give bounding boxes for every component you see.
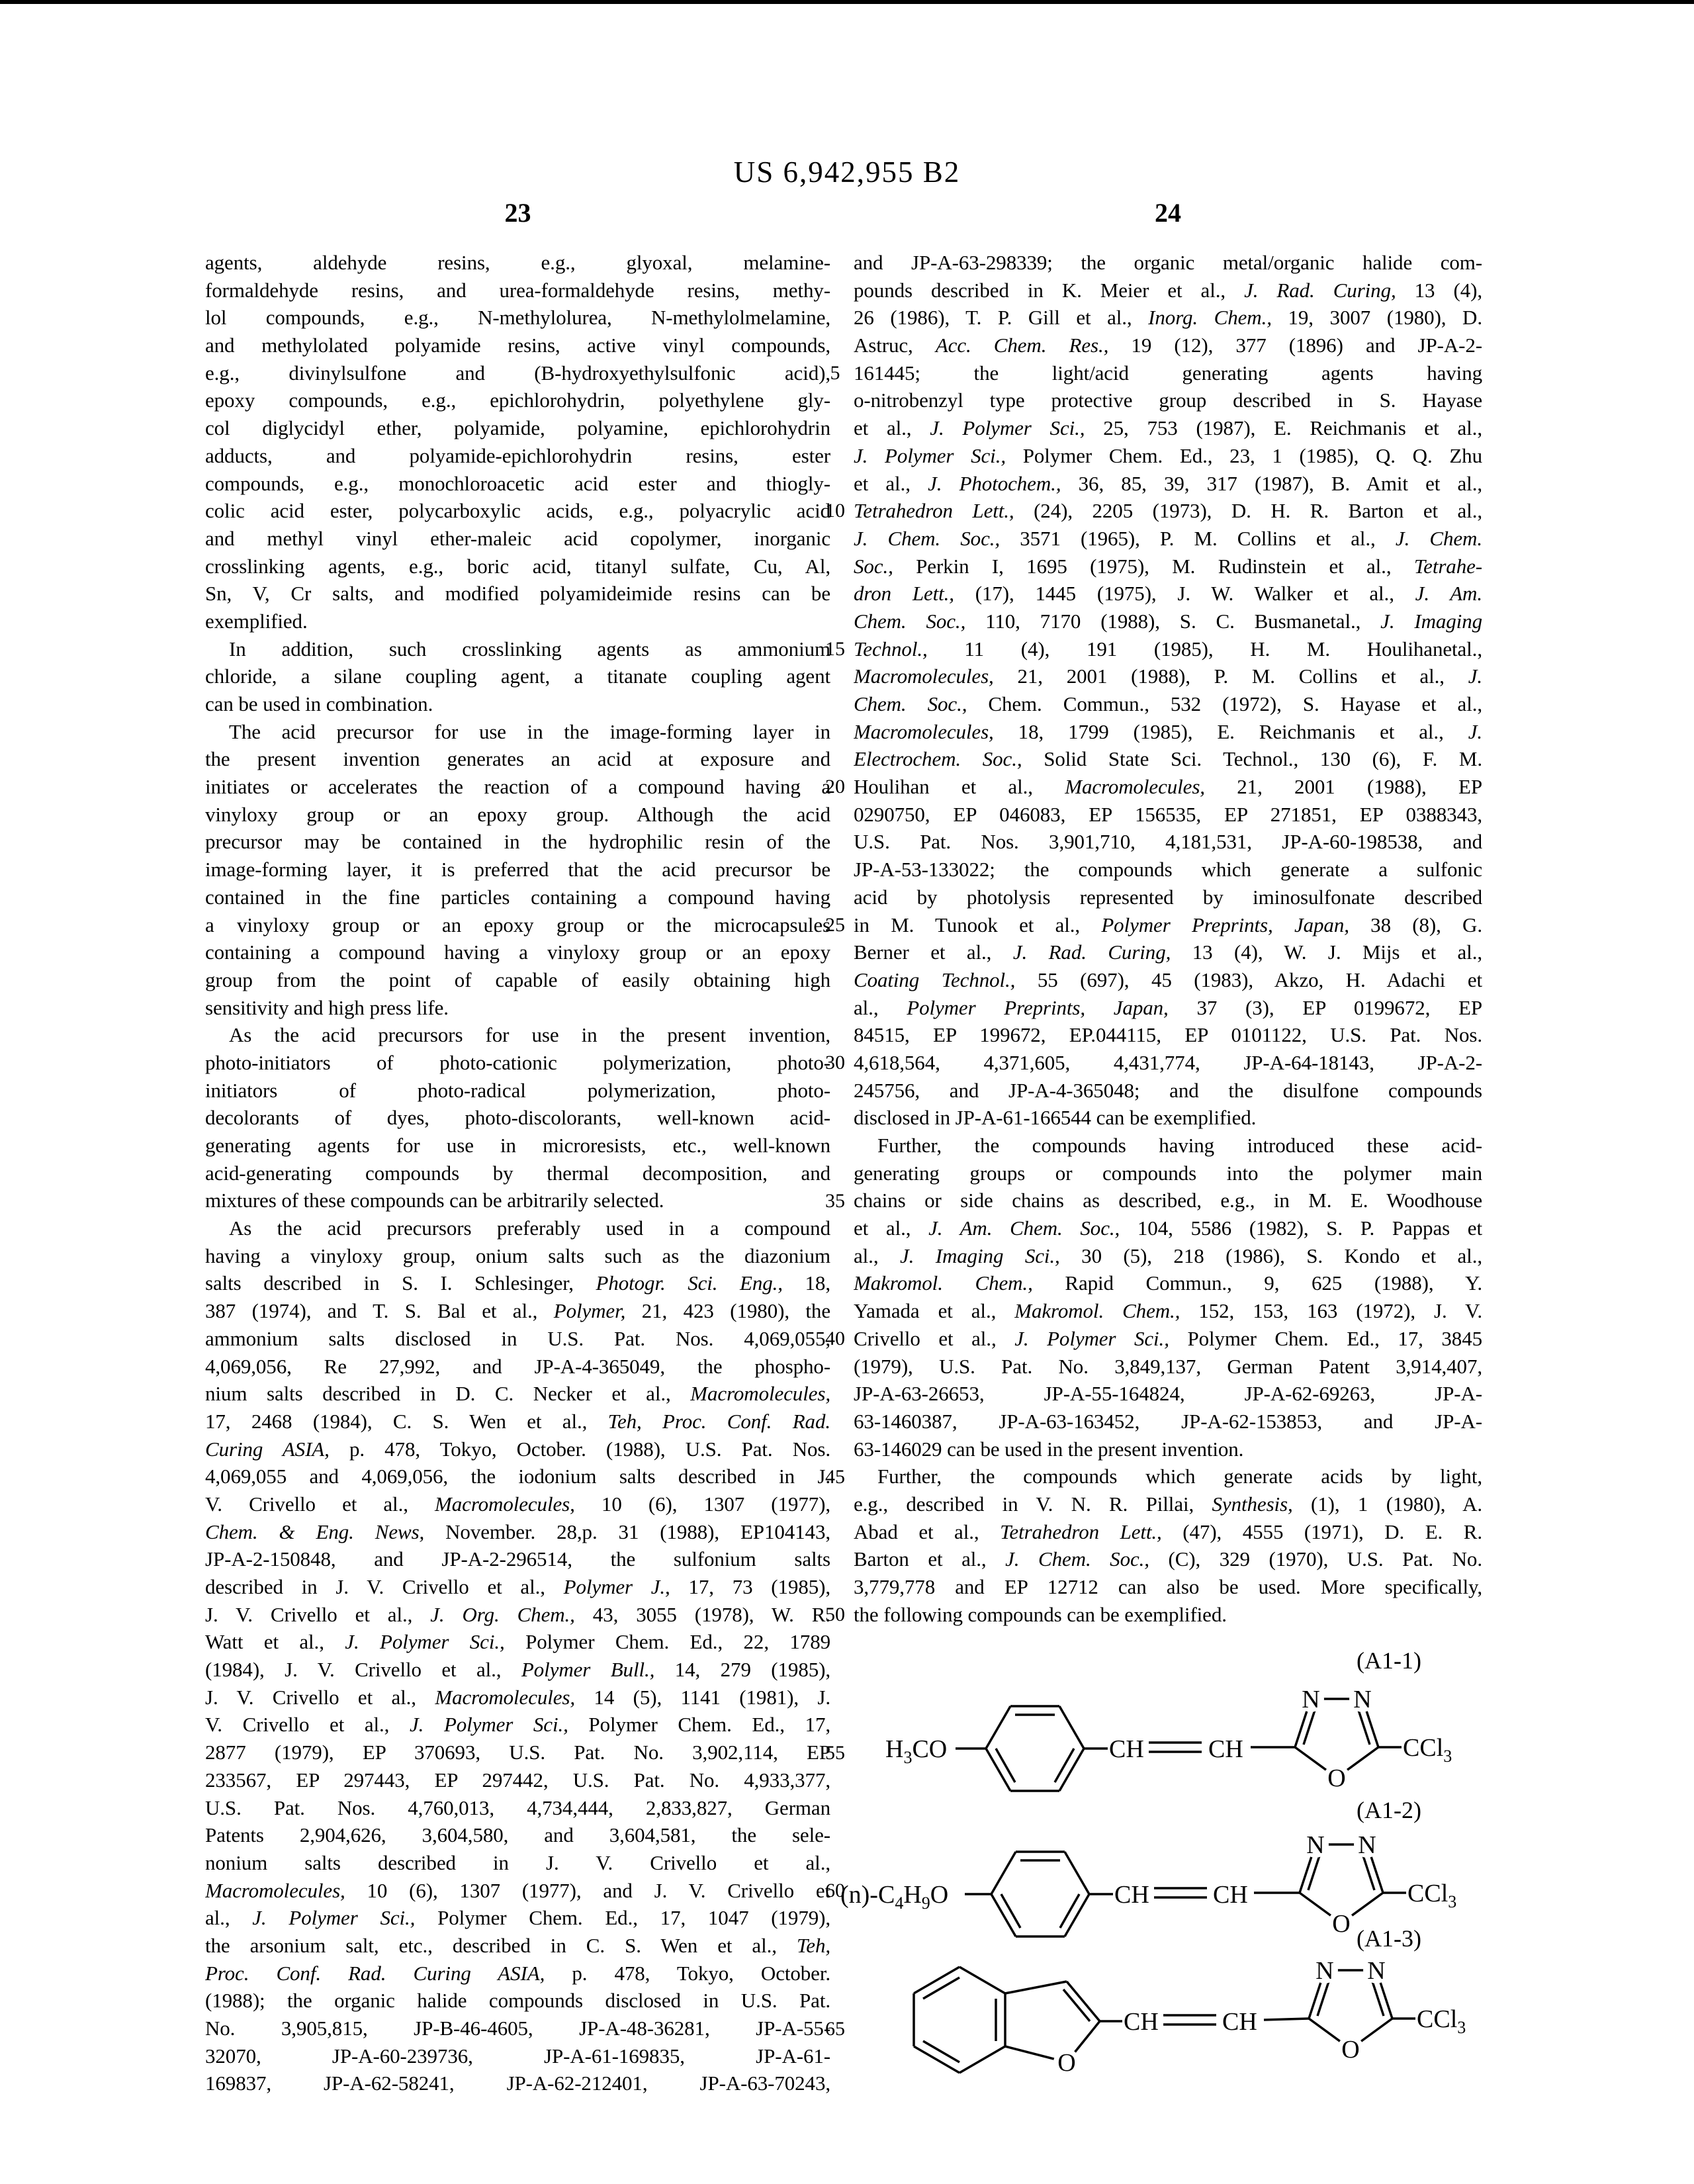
text-line: initiators of photo-radical polymerization, photo- [205,1078,830,1102]
column-line-number: 50 [825,1604,845,1626]
text-line: formaldehyde resins, and urea-formaldehyde resins, methy- [205,278,830,302]
text-line: No. 3,905,815, JP-B-46-4605, JP-A-48-36281, JP-A-55- [205,2017,830,2040]
text-line: can be used in combination. [205,692,433,715]
text-line: 4,069,056, Re 27,992, and JP-A-4-365049, the phospho- [205,1354,830,1378]
text-line: Patents 2,904,626, 3,604,580, and 3,604,581, the sele- [205,1823,830,1847]
vinylene-ch: CH [1114,1881,1149,1909]
text-line: e.g., described in V. N. R. Pillai, Synthesis, (1), 1 (1980), A. [854,1492,1482,1516]
text-line: As the acid precursors for use in the present invention, [229,1023,830,1047]
vinylene-ch: CH [1222,2008,1257,2036]
text-line: vinyloxy group or an epoxy group. Although the acid [205,802,830,826]
structure-label-a1-3: (A1-3) [1357,1925,1421,1952]
text-line: JP-A-63-26653, JP-A-55-164824, JP-A-62-69263, JP-A- [854,1382,1482,1406]
benzene-ring [991,1852,1089,1936]
text-line: Macromolecules, 10 (6), 1307 (1977), and J. V. Crivello et [205,1878,830,1902]
vinylene-ch: CH [1124,2008,1159,2036]
text-line: the following compounds can be exemplified. [854,1602,1227,1626]
text-line: 161445; the light/acid generating agents having [854,361,1482,385]
text-line: 63-1460387, JP-A-63-163452, JP-A-62-153853, and JP-A- [854,1409,1482,1433]
text-line: containing a compound having a vinyloxy group or an epoxy [205,940,830,964]
trichloromethyl-label: CCl$_3$ [1407,1880,1457,1911]
text-line: nonium salts described in J. V. Crivello et al., [205,1850,830,1874]
text-line: Astruc, Acc. Chem. Res., 19 (12), 377 (1896) and JP-A-2- [854,334,1482,357]
text-line: Watt et al., J. Polymer Sci., Polymer Chem. Ed., 22, 1789 [205,1630,830,1654]
text-line: Houlihan et al., Macromolecules, 21, 2001 (1988), EP [854,775,1482,799]
text-line: Proc. Conf. Rad. Curing ASIA, p. 478, Tokyo, October. [205,1961,830,1985]
text-line: o-nitrobenzyl type protective group described in S. Hayase [854,388,1482,412]
text-line: J. V. Crivello et al., Macromolecules, 14 (5), 1141 (1981), J. [205,1685,830,1709]
text-line: J. Chem. Soc., 3571 (1965), P. M. Collins et al., J. Chem. [854,526,1482,550]
chemical-structure-a1-1 [880,1676,1469,1808]
atom-label-n: N [1353,1686,1372,1713]
text-line: crosslinking agents, e.g., boric acid, titanyl sulfate, Cu, Al, [205,554,830,578]
text-line: Tetrahedron Lett., (24), 2205 (1973), D. H. R. Barton et al., [854,499,1482,523]
text-line: 4,618,564, 4,371,605, 4,431,774, JP-A-64-18143, JP-A-2- [854,1050,1482,1074]
text-line: Sn, V, Cr salts, and modified polyamideimide resins can be [205,582,830,606]
text-line: Crivello et al., J. Polymer Sci., Polymer Chem. Ed., 17, 3845 [854,1326,1482,1350]
text-line: 3,779,778 and EP 12712 can also be used. More specifically, [854,1575,1482,1598]
text-line: lol compounds, e.g., N-methylolurea, N-methylolmelamine, [205,306,830,330]
text-line: Makromol. Chem., Rapid Commun., 9, 625 (1988), Y. [854,1271,1482,1295]
column-line-number: 5 [830,361,840,384]
vinylene-ch: CH [1208,1735,1243,1763]
text-line: Chem. Soc., 110, 7170 (1988), S. C. Busmanetal., J. Imaging [854,609,1482,633]
page-number-left: 23 [504,198,531,228]
text-line: (1979), U.S. Pat. No. 3,849,137, German Patent 3,914,407, [854,1354,1482,1378]
column-line-number: 15 [825,637,845,660]
oxadiazole-ring [1300,1831,1383,1938]
text-line: ammonium salts disclosed in U.S. Pat. Nos. 4,069,055, [205,1326,830,1350]
text-line: Electrochem. Soc., Solid State Sci. Technol., 130 (6), F. M. [854,747,1482,771]
oxadiazole-ring [1295,1686,1378,1792]
text-line: nium salts described in D. C. Necker et al., Macromolecules, [205,1382,830,1406]
atom-label-o: O [1332,1910,1351,1938]
text-line: precursor may be contained in the hydrophilic resin of the [205,830,830,854]
text-line: JP-A-53-133022; the compounds which generate a sulfonic [854,858,1482,882]
text-line: pounds described in K. Meier et al., J. Rad. Curing, 13 (4), [854,278,1482,302]
trichloromethyl-label: CCl$_3$ [1403,1734,1452,1766]
text-line: Coating Technol., 55 (697), 45 (1983), Akzo, H. Adachi et [854,968,1482,991]
text-line: Chem. & Eng. News, November. 28,p. 31 (1988), EP104143, [205,1520,830,1543]
column-line-number: 35 [825,1189,845,1212]
text-line: 169837, JP-A-62-58241, JP-A-62-212401, JP-A-63-70243, [205,2071,830,2095]
chemical-structure-a1-2 [840,1821,1469,1954]
text-line: JP-A-2-150848, and JP-A-2-296514, the sulfonium salts [205,1547,830,1571]
text-line: 4,069,055 and 4,069,056, the iodonium salts described in J. [205,1465,830,1488]
text-line: Macromolecules, 21, 2001 (1988), P. M. Collins et al., J. [854,664,1482,688]
atom-label-n: N [1315,1957,1334,1985]
substituent-label: $H_3CO$ [885,1735,948,1767]
text-line: epoxy compounds, e.g., epichlorohydrin, polyethylene gly- [205,388,830,412]
text-line: 0290750, EP 046083, EP 156535, EP 271851, EP 0388343, [854,802,1482,826]
atom-label-n: N [1367,1957,1386,1985]
text-line: Yamada et al., Makromol. Chem., 152, 153, 163 (1972), J. V. [854,1299,1482,1323]
text-line: et al., J. Photochem., 36, 85, 39, 317 (1987), B. Amit et al., [854,471,1482,495]
column-line-number: 40 [825,1328,845,1350]
patent-number: US 6,942,955 B2 [733,156,961,189]
text-line: (1984), J. V. Crivello et al., Polymer Bull., 14, 279 (1985), [205,1658,830,1682]
text-line: e.g., divinylsulfone and (B-hydroxyethylsulfonic acid), [205,361,830,385]
column-line-number: 55 [825,1741,845,1764]
text-line: U.S. Pat. Nos. 4,760,013, 4,734,444, 2,833,827, German [205,1796,830,1819]
text-line: et al., J. Polymer Sci., 25, 753 (1987), E. Reichmanis et al., [854,416,1482,440]
vinylene-ch: CH [1213,1881,1248,1909]
left-text-column [205,249,830,2097]
text-line: agents, aldehyde resins, e.g., glyoxal, melamine- [205,251,830,274]
text-line: mixtures of these compounds can be arbitrarily selected. [205,1189,664,1212]
text-line: V. Crivello et al., Macromolecules, 10 (6), 1307 (1977), [205,1492,830,1516]
benzofuran-ring [914,1967,1100,2077]
text-line: chains or side chains as described, e.g., in M. E. Woodhouse [854,1189,1482,1212]
text-line: Barton et al., J. Chem. Soc., (C), 329 (1970), U.S. Pat. No. [854,1547,1482,1571]
text-line: in M. Tunook et al., Polymer Preprints, Japan, 38 (8), G. [854,913,1482,936]
atom-label-n: N [1358,1831,1376,1859]
text-line: group from the point of capable of easily obtaining high [205,968,830,991]
text-line: 84515, EP 199672, EP.044115, EP 0101122, U.S. Pat. Nos. [854,1023,1482,1047]
text-line: Berner et al., J. Rad. Curing, 13 (4), W. J. Mijs et al., [854,940,1482,964]
column-line-number: 10 [825,500,845,522]
text-line: salts described in S. I. Schlesinger, Photogr. Sci. Eng., 18, [205,1271,830,1295]
scan-edge-bar [0,0,1694,4]
text-line: V. Crivello et al., J. Polymer Sci., Polymer Chem. Ed., 17, [205,1713,830,1737]
text-line: and methylolated polyamide resins, active vinyl compounds, [205,334,830,357]
text-line: 63-146029 can be used in the present invention. [854,1437,1244,1461]
page-number-right: 24 [1155,198,1181,228]
text-line: 2877 (1979), EP 370693, U.S. Pat. No. 3,902,114, EP [205,1741,830,1764]
text-line: Macromolecules, 18, 1799 (1985), E. Reichmanis et al., J. [854,719,1482,743]
text-line: 233567, EP 297443, EP 297442, U.S. Pat. No. 4,933,377, [205,1768,830,1792]
text-line: contained in the fine particles containing a compound having [205,885,830,909]
text-line: the arsonium salt, etc., described in C. S. Wen et al., Teh, [205,1933,830,1957]
text-line: In addition, such crosslinking agents as ammonium [229,637,830,660]
text-line: Soc., Perkin I, 1695 (1975), M. Rudinstein et al., Tetrahe- [854,554,1482,578]
text-line: (1988); the organic halide compounds disclosed in U.S. Pat. [205,1989,830,2013]
benzene-ring [986,1706,1084,1791]
text-line: U.S. Pat. Nos. 3,901,710, 4,181,531, JP-A-60-198538, and [854,830,1482,854]
text-line: Further, the compounds which generate acids by light, [877,1465,1482,1488]
text-line: a vinyloxy group or an epoxy group or the microcapsules [205,913,830,936]
text-line: photo-initiators of photo-cationic polymerization, photo- [205,1050,830,1074]
text-line: Curing ASIA, p. 478, Tokyo, October. (1988), U.S. Pat. Nos. [205,1437,830,1461]
text-line: exemplified. [205,609,308,633]
text-line: 17, 2468 (1984), C. S. Wen et al., Teh, Proc. Conf. Rad. [205,1409,830,1433]
text-line: decolorants of dyes, photo-discolorants, well-known acid- [205,1106,830,1130]
text-line: 387 (1974), and T. S. Bal et al., Polymer, 21, 423 (1980), the [205,1299,830,1323]
text-line: described in J. V. Crivello et al., Polymer J., 17, 73 (1985), [205,1575,830,1598]
oxadiazole-ring [1309,1957,1392,2064]
text-line: disclosed in JP-A-61-166544 can be exemplified. [854,1106,1257,1130]
text-line: adducts, and polyamide-epichlorohydrin resins, ester [205,443,830,467]
atom-label-n: N [1302,1686,1320,1713]
text-line: acid by photolysis represented by iminosulfonate described [854,885,1482,909]
text-line: Technol., 11 (4), 191 (1985), H. M. Houlihanetal., [854,637,1482,660]
vinylene-ch: CH [1109,1735,1144,1763]
text-line: 32070, JP-A-60-239736, JP-A-61-169835, JP-A-61- [205,2044,830,2068]
text-line: compounds, e.g., monochloroacetic acid ester and thiogly- [205,471,830,495]
text-line: al., Polymer Preprints, Japan, 37 (3), EP 0199672, EP [854,995,1482,1019]
column-line-number: 20 [825,776,845,798]
column-line-number: 60 [825,1880,845,1902]
text-line: chloride, a silane coupling agent, a titanate coupling agent [205,664,830,688]
text-line: image-forming layer, it is preferred that the acid precursor be [205,858,830,882]
bond [1264,2019,1309,2020]
text-line: Abad et al., Tetrahedron Lett., (47), 4555 (1971), D. E. R. [854,1520,1482,1543]
text-line: et al., J. Am. Chem. Soc., 104, 5586 (1982), S. P. Pappas et [854,1216,1482,1240]
column-line-number: 25 [825,913,845,936]
text-line: al., J. Imaging Sci., 30 (5), 218 (1986), S. Kondo et al., [854,1244,1482,1267]
text-line: J. V. Crivello et al., J. Org. Chem., 43, 3055 (1978), W. R. [205,1602,830,1626]
trichloromethyl-label: CCl$_3$ [1417,2005,1466,2037]
structure-label-a1-1: (A1-1) [1357,1647,1421,1674]
text-line: and methyl vinyl ether-maleic acid copolymer, inorganic [205,526,830,550]
text-line: colic acid ester, polycarboxylic acids, e.g., polyacrylic acid [205,499,830,523]
text-line: al., J. Polymer Sci., Polymer Chem. Ed., 17, 1047 (1979), [205,1906,830,1930]
text-line: initiates or accelerates the reaction of a compound having a [205,775,830,799]
text-line: acid-generating compounds by thermal decomposition, and [205,1161,830,1185]
text-line: sensitivity and high press life. [205,995,449,1019]
text-line: generating groups or compounds into the polymer main [854,1161,1482,1185]
atom-label-o: O [1341,2036,1360,2064]
text-line: col diglycidyl ether, polyamide, polyamine, epichlorohydrin [205,416,830,440]
column-line-number: 30 [825,1052,845,1074]
text-line: dron Lett., (17), 1445 (1975), J. W. Walker et al., J. Am. [854,582,1482,606]
text-line: 26 (1986), T. P. Gill et al., Inorg. Chem., 19, 3007 (1980), D. [854,306,1482,330]
text-line: the present invention generates an acid at exposure and [205,747,830,771]
text-line: As the acid precursors preferably used in a compound [229,1216,830,1240]
text-line: The acid precursor for use in the image-forming layer in [229,719,830,743]
atom-label-o: O [1327,1764,1346,1792]
column-line-number: 65 [825,2017,845,2040]
substituent-label: $(n)-C_4H_9O$ [840,1881,949,1913]
text-line: and JP-A-63-298339; the organic metal/organic halide com- [854,251,1482,274]
text-line: Further, the compounds having introduced these acid- [877,1134,1482,1157]
atom-label-n: N [1306,1831,1325,1859]
text-line: Chem. Soc., Chem. Commun., 532 (1972), S. Hayase et al., [854,692,1482,715]
structure-label-a1-2: (A1-2) [1357,1797,1421,1823]
right-text-column [854,249,1482,1628]
text-line: generating agents for use in microresists, etc., well-known [205,1134,830,1157]
text-line: J. Polymer Sci., Polymer Chem. Ed., 23, 1 (1985), Q. Q. Zhu [854,443,1482,467]
chemical-structure-a1-3 [880,1946,1479,2088]
text-line: having a vinyloxy group, onium salts such as the diazonium [205,1244,830,1267]
atom-label-o: O [1057,2049,1076,2077]
column-line-number: 45 [825,1465,845,1488]
text-line: 245756, and JP-A-4-365048; and the disulfone compounds [854,1078,1482,1102]
